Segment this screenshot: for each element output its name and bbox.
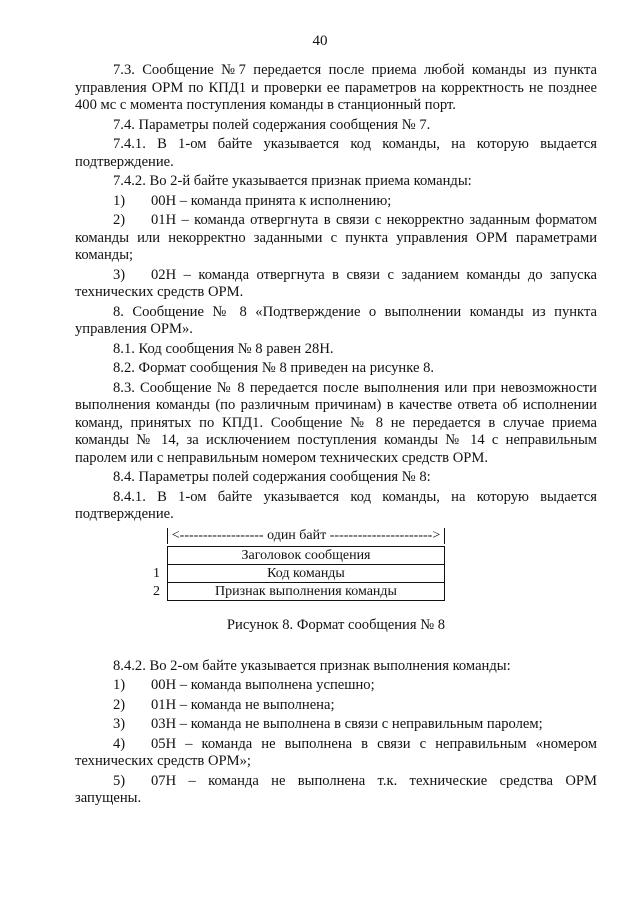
ruler-right-bar [444, 528, 445, 544]
section-8-4-2-paragraphs [75, 658, 597, 676]
format-row-1 [168, 564, 445, 582]
list-8-4-2 [75, 677, 597, 808]
list-7-4-2 [75, 193, 597, 302]
paragraph-p84: 8.4. Параметры полей содержания сообщения № 8: [113, 469, 431, 485]
paragraph-p74: 7.4. Параметры полей содержания сообщения № 7. [113, 116, 431, 133]
list-item-text: 00Н – команда выполнена успешно; [151, 677, 375, 693]
list-item-text: 05Н – команда не выполнена в связи с неправильным «номером технических средств ОРМ»; [75, 735, 597, 769]
paragraph-p73: 7.3. Сообщение №7 передается после приема любой команды из пункта управления ОРМ по КПД1 и проверки ее параметров на корректность не позднее 400 мс с момента поступления команды в станционный порт. [75, 62, 597, 113]
row-number: 2 [153, 583, 160, 599]
section-7-paragraphs [75, 62, 597, 191]
paragraph-p82: 8.2. Формат сообщения № 8 приведен на рисунке 8. [113, 360, 435, 376]
byte-width-ruler [167, 528, 445, 544]
list-item [75, 736, 597, 771]
list-item-number: 4) [113, 735, 126, 752]
paragraph-p841: 8.4.1. В 1-ом байте указывается код команды, на которую выдается подтверждение. [75, 488, 597, 522]
format-row-header [168, 546, 445, 564]
list-item [75, 773, 597, 808]
format-row-2 [168, 582, 445, 600]
figure-8-message-format [75, 528, 597, 600]
list-item-number: 3) [113, 266, 126, 283]
ruler-label: <------------------ один байт ----------------------> [171, 527, 441, 543]
section-8-paragraphs [75, 304, 597, 524]
list-item-text: 01Н – команда отвергнута в связи с некорректно заданным форматом команды или некорректно заданными с пункта управления ОРМ параметрами команды; [75, 212, 597, 263]
list-item-number: 1) [113, 677, 126, 693]
paragraph-p83: 8.3. Сообщение № 8 передается после выполнения или при невозможности выполнения команды (по различным причинам) в качестве ответа об исполнении команд, принятых по КПД1. Сообщение № 8 не передается в случае приема команды № 14, за исключением поступления команды № 14 с неправильным паролем или с неправильным номером технических средств ОРМ. [75, 379, 597, 466]
list-item-number: 2) [113, 212, 126, 228]
row-number: 1 [153, 565, 160, 581]
list-item [75, 716, 597, 734]
format-cell: Код команды [168, 564, 445, 582]
format-cell: Признак выполнения команды [168, 582, 445, 600]
list-item [75, 212, 597, 265]
document-body [75, 62, 597, 810]
paragraph-p842: 8.4.2. Во 2-ом байте указывается признак выполнения команды: [113, 657, 511, 674]
paragraph-p742: 7.4.2. Во 2-й байте указывается признак приема команды: [113, 173, 472, 189]
list-item-text: 01Н – команда не выполнена; [151, 696, 335, 713]
list-item-number: 3) [113, 716, 126, 732]
list-item-text: 03Н – команда не выполнена в связи с неправильным паролем; [151, 716, 543, 732]
list-item-text: 02Н – команда отвергнута в связи с заданием команды до запуска технических средств ОРМ. [75, 266, 597, 300]
list-item [75, 267, 597, 302]
list-item [75, 697, 597, 715]
page-number: 40 [312, 33, 328, 49]
list-item [75, 677, 597, 695]
list-item [75, 193, 597, 211]
list-item-number: 5) [113, 772, 126, 789]
paragraph-p8: 8. Сообщение № 8 «Подтверждение о выполнении команды из пункта управления ОРМ». [75, 303, 597, 337]
list-item-number: 2) [113, 696, 126, 713]
paragraph-p741: 7.4.1. В 1-ом байте указывается код команды, на которую выдается подтверждение. [75, 136, 597, 170]
figure-caption: Рисунок 8. Формат сообщения № 8 [226, 616, 446, 633]
list-item-text: 00Н – команда принята к исполнению; [151, 192, 392, 209]
format-cell: Заголовок сообщения [168, 546, 445, 564]
list-item-number: 1) [113, 192, 126, 209]
message-format-table [167, 546, 445, 601]
paragraph-p81: 8.1. Код сообщения № 8 равен 28Н. [113, 340, 334, 357]
list-item-text: 07Н – команда не выполнена т.к. технические средства ОРМ запущены. [75, 772, 597, 806]
